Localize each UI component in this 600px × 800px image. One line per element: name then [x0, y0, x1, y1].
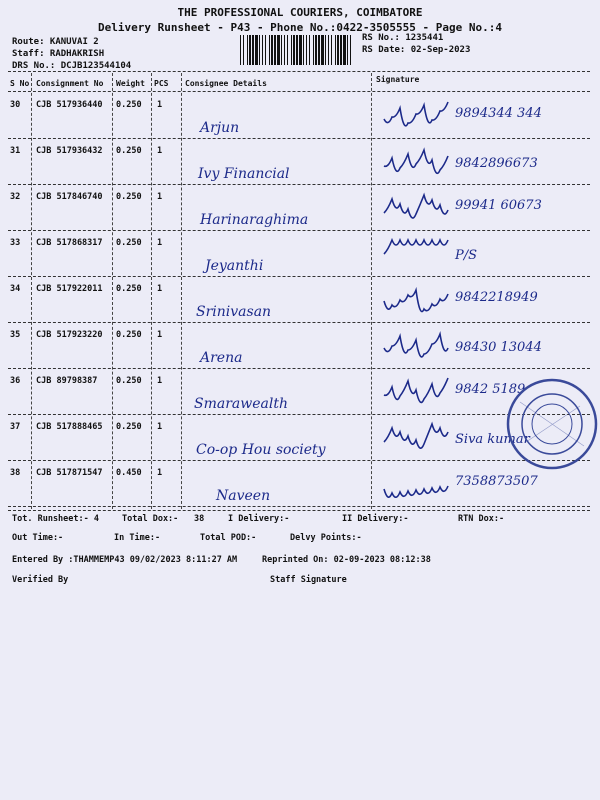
row-pcs: 1 — [157, 376, 163, 386]
table-bottom-rule — [8, 510, 590, 511]
row-divider — [8, 276, 590, 277]
row-signature-note: P/S — [455, 248, 478, 263]
row-consignee-handwritten: Arjun — [200, 120, 240, 136]
row-consignee-handwritten: Arena — [200, 350, 243, 366]
company-stamp — [500, 372, 600, 482]
row-weight: 0.450 — [116, 468, 142, 478]
row-pcs: 1 — [157, 100, 163, 110]
row-pcs: 1 — [157, 284, 163, 294]
row-divider — [8, 230, 590, 231]
signature-scribble — [380, 96, 450, 130]
total-dox-label: Total Dox:- — [122, 514, 179, 524]
entered-by: Entered By :THAMMEMP43 09/02/2023 8:11:27 AM — [12, 555, 238, 565]
row-weight: 0.250 — [116, 100, 142, 110]
signature-scribble — [380, 280, 450, 314]
total-pod-label: Total POD:- — [200, 533, 257, 543]
row-weight: 0.250 — [116, 284, 142, 294]
row-divider — [8, 322, 590, 323]
row-consignment-no: CJB 517888465 — [36, 422, 103, 432]
row-signature-note: 7358873507 — [455, 474, 538, 489]
rtn-dox-label: RTN Dox:- — [458, 514, 505, 524]
row-divider — [8, 368, 590, 369]
row-consignment-no: CJB 517871547 — [36, 468, 103, 478]
row-sno: 32 — [10, 192, 21, 202]
col-header-consignment: Consignment No — [36, 79, 104, 88]
row-signature-note: 98430 13044 — [455, 340, 542, 355]
row-consignee-handwritten: Smarawealth — [194, 396, 288, 412]
row-weight: 0.250 — [116, 146, 142, 156]
rs-date: RS Date: 02-Sep-2023 — [362, 45, 471, 55]
row-consignee-handwritten: Ivy Financial — [198, 166, 290, 182]
verified-by: Verified By — [12, 575, 69, 585]
row-weight: 0.250 — [116, 192, 142, 202]
row-divider — [8, 184, 590, 185]
col-header-signature: Signature — [376, 75, 420, 84]
row-consignee-handwritten: Co-op Hou society — [196, 442, 326, 458]
row-weight: 0.250 — [116, 330, 142, 340]
row-sno: 30 — [10, 100, 21, 110]
i-delivery-label: I Delivery:- — [228, 514, 290, 524]
row-sno: 34 — [10, 284, 21, 294]
row-consignment-no: CJB 517936440 — [36, 100, 103, 110]
row-pcs: 1 — [157, 468, 163, 478]
row-signature-note: 99941 60673 — [455, 198, 542, 213]
row-consignment-no: CJB 517936432 — [36, 146, 103, 156]
row-pcs: 1 — [157, 238, 163, 248]
staff-label: Staff: RADHAKRISH — [12, 49, 105, 59]
in-time-label: In Time:- — [114, 533, 161, 543]
col-header-pcs: PCS — [154, 79, 169, 88]
row-signature-note: 9842 5189 — [455, 382, 526, 397]
drs-number: DRS No.: DCJB123544104 — [12, 61, 132, 71]
row-signature-note: 9842896673 — [455, 156, 538, 171]
signature-scribble — [380, 188, 450, 222]
company-title: THE PROFESSIONAL COURIERS, COIMBATORE — [177, 6, 423, 19]
row-pcs: 1 — [157, 146, 163, 156]
row-consignment-no: CJB 517868317 — [36, 238, 103, 248]
row-sno: 38 — [10, 468, 21, 478]
row-consignment-no: CJB 517846740 — [36, 192, 103, 202]
out-time-label: Out Time:- — [12, 533, 64, 543]
runsheet-subtitle: Delivery Runsheet - P43 - Phone No.:0422-3505555 - Page No.:4 — [98, 21, 502, 34]
row-consignee-handwritten: Srinivasan — [196, 304, 272, 320]
row-pcs: 1 — [157, 422, 163, 432]
row-consignee-handwritten: Jeyanthi — [205, 258, 264, 274]
reprinted-on: Reprinted On: 02-09-2023 08:12:38 — [262, 555, 431, 565]
row-consignment-no: CJB 517923220 — [36, 330, 103, 340]
signature-scribble — [380, 418, 450, 452]
row-pcs: 1 — [157, 192, 163, 202]
barcode-image — [240, 35, 352, 65]
row-weight: 0.250 — [116, 238, 142, 248]
signature-scribble — [380, 326, 450, 360]
total-dox-value: 38 — [194, 514, 205, 524]
row-consignment-no: CJB 517922011 — [36, 284, 103, 294]
col-header-sno: S No — [10, 79, 30, 88]
row-sno: 31 — [10, 146, 21, 156]
delvy-points-label: Delvy Points:- — [290, 533, 362, 543]
total-runsheet: Tot. Runsheet:- 4 — [12, 514, 99, 524]
row-sno: 36 — [10, 376, 21, 386]
row-sno: 35 — [10, 330, 21, 340]
signature-scribble — [380, 372, 450, 406]
table-top-rule — [8, 71, 590, 72]
table-header-rule — [8, 91, 590, 92]
row-consignee-handwritten: Naveen — [216, 488, 271, 504]
row-signature-note: Siva kumar — [455, 432, 530, 447]
row-weight: 0.250 — [116, 376, 142, 386]
signature-scribble — [380, 464, 450, 498]
row-weight: 0.250 — [116, 422, 142, 432]
ii-delivery-label: II Delivery:- — [342, 514, 409, 524]
row-pcs: 1 — [157, 330, 163, 340]
row-sno: 33 — [10, 238, 21, 248]
row-sno: 37 — [10, 422, 21, 432]
col-header-weight: Weight — [116, 79, 145, 88]
col-header-consignee: Consignee Details — [185, 79, 267, 88]
route-label: Route: KANUVAI 2 — [12, 37, 99, 47]
rs-number: RS No.: 1235441 — [362, 33, 444, 43]
row-consignee-handwritten: Harinaraghima — [200, 212, 309, 228]
row-divider — [8, 138, 590, 139]
staff-signature-label: Staff Signature — [270, 575, 347, 585]
row-consignment-no: CJB 89798387 — [36, 376, 98, 386]
row-signature-note: 9894344 344 — [455, 106, 542, 121]
row-signature-note: 9842218949 — [455, 290, 538, 305]
signature-scribble — [380, 142, 450, 176]
signature-scribble — [380, 234, 450, 268]
row-divider — [8, 506, 590, 507]
